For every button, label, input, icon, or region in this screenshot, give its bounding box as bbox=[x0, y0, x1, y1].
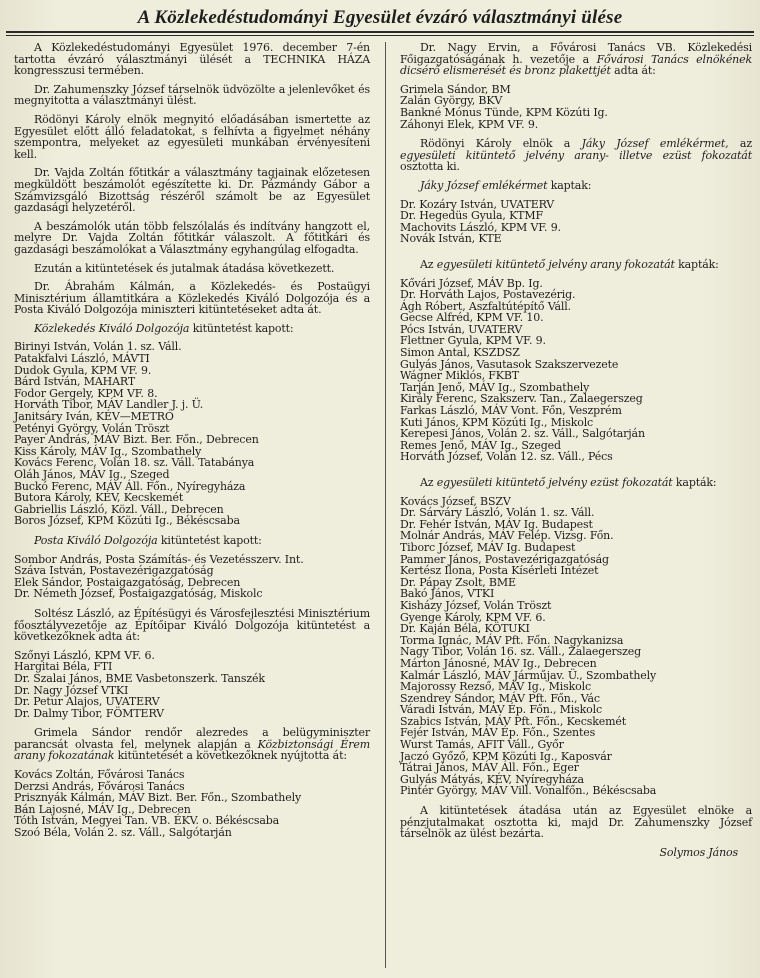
list-item: Tiborc József, MÁV Ig. Budapest bbox=[400, 540, 576, 554]
paragraph-report: Dr. Vajda Zoltán főtitkár a választmány tagjainak előzetesen megküldött beszámolót egészítette ki. Dr. Pázmándy Gábor a Számvizsgáló Bizottság részéről számolt be az Egyesület gazdasági helyzetéről. bbox=[14, 166, 370, 215]
list-item: Záhonyi Elek, KPM VF. 9. bbox=[400, 117, 539, 131]
paragraph-opening: A Közlekedéstudományi Egyesület 1976. december 7-én tartotta évzáró választmányi ülését a TECHNIKA HÁZA kongresszusi termében. bbox=[14, 41, 370, 78]
column-divider bbox=[385, 42, 386, 968]
list-item: Dr. Horváth Lajos, Postavezérig. bbox=[400, 288, 576, 302]
list-item: Jaczó Győző, KPM Közúti Ig., Kaposvár bbox=[400, 749, 612, 763]
list-item: Petényi György, Volán Tröszt bbox=[14, 421, 170, 435]
list-silver-badge bbox=[400, 496, 752, 797]
left-column bbox=[14, 42, 370, 847]
heading-transport-award: Közlekedés Kiváló Dolgozója kitüntetést kapott: bbox=[34, 321, 294, 335]
list-item: Nagy Tibor, Volán 16. sz. Váll., Zalaegerszeg bbox=[400, 645, 641, 659]
list-item: Tarján Jenő, MÁV Ig., Szombathely bbox=[400, 380, 590, 394]
list-item: Payer András, MÁV Bizt. Ber. Főn., Debrecen bbox=[14, 433, 259, 447]
heading-jaky-medal: Jáky József emlékérmet kaptak: bbox=[420, 178, 592, 192]
list-item: Bankné Mónus Tünde, KPM Közúti Ig. bbox=[400, 105, 608, 119]
list-item: Dr. Hegedüs Gyula, KTMF bbox=[400, 209, 543, 223]
list-item: Flettner Gyula, KPM VF. 9. bbox=[400, 334, 546, 348]
list-item: Gabriellis László, Közl. Váll., Debrecen bbox=[14, 502, 224, 516]
title-rule-thin bbox=[6, 35, 754, 36]
paragraph-ministry-awards: Dr. Ábrahám Kálmán, a Közlekedés- és Postaügyi Minisztérium államtitkára a Közlekedés Kiváló Dolgozója és a Posta Kiváló Dolgozója miniszteri kitüntetéseket adta át. bbox=[14, 280, 370, 317]
list-item: Gulyás János, Vasutasok Szakszervezete bbox=[400, 357, 619, 371]
list-item: Boros József, KPM Közúti Ig., Békéscsaba bbox=[14, 514, 240, 528]
list-security-medal bbox=[14, 769, 370, 839]
paragraph-city-council-award: Dr. Nagy Ervin, a Fővárosi Tanács VB. Közlekedési Főigazgatóságának h. vezetője a Fővárosi Tanács elnökének dicsérő elismerését és bronz plakettjét adta át: bbox=[400, 41, 752, 78]
list-item: Fejér István, MÁV Ép. Főn., Szentes bbox=[400, 726, 596, 740]
list-item: Dr. Fehér István, MÁV Ig. Budapest bbox=[400, 517, 593, 531]
paragraph-construction-award: Soltész László, az Építésügyi és Városfejlesztési Minisztérium főosztályvezetője az Építőipar Kiváló Dolgozója kitüntetést a következőknek adta át: bbox=[14, 606, 370, 644]
paragraph-discussion: A beszámolók után több felszólalás és indítvány hangzott el, melyre Dr. Vajda Zoltán főtitkár válaszolt. A főtitkári és gazdasági beszámolókat a Választmány egyhangúlag elfogadta. bbox=[14, 219, 370, 256]
list-item: Elek Sándor, Postaigazgatóság, Debrecen bbox=[14, 575, 241, 589]
list-item: Pócs István, UVATERV bbox=[400, 322, 523, 336]
list-item: Buckó Ferenc, MÁV Áll. Főn., Nyíregyháza bbox=[14, 479, 246, 493]
list-construction-award bbox=[14, 650, 370, 720]
paragraph-security-medal: Grimela Sándor rendőr alezredes a belügyminiszter parancsát olvasta fel, melynek alapján a Közbiztonsági Érem arany fokozatának kitüntetését a következőknek nyújtotta át: bbox=[14, 726, 370, 763]
list-item: Oláh János, MÁV Ig., Szeged bbox=[14, 468, 170, 481]
list-item: Dr. Dalmy Tibor, FÖMTERV bbox=[14, 706, 164, 720]
list-item: Ágh Róbert, Aszfaltútépítő Váll. bbox=[400, 299, 571, 313]
list-item: Bárd István, MAHART bbox=[14, 375, 136, 389]
list-item: Dudok Gyula, KPM VF. 9. bbox=[14, 363, 152, 377]
list-item: Janitsáry Iván, KÉV—METRÓ bbox=[14, 410, 174, 424]
list-item: Horváth József, Volán 12. sz. Váll., Pécs bbox=[400, 450, 613, 464]
list-item: Bán Lajosné, MÁV Ig., Debrecen bbox=[14, 802, 191, 816]
list-item: Kerepesi János, Volán 2. sz. Váll., Salgótarján bbox=[400, 427, 645, 441]
list-item: Kalmár László, MÁV Járműjav. Ü., Szombathely bbox=[400, 668, 657, 682]
list-item: Gecse Alfréd, KPM VF. 10. bbox=[400, 311, 544, 325]
list-item: Butora Károly, KÉV, Kecskemét bbox=[14, 491, 184, 505]
list-item: Zalán György, BKV bbox=[400, 94, 503, 108]
heading-silver-badge: Az egyesületi kitüntető jelvény ezüst fokozatát kapták: bbox=[420, 476, 717, 489]
list-item: Kiss Károly, MÁV Ig., Szombathely bbox=[14, 444, 202, 458]
list-item: Horváth Tibor, MÁV Landler J. j. Ü. bbox=[14, 398, 204, 412]
list-item: Kovács Zoltán, Fővárosi Tanács bbox=[14, 768, 185, 782]
list-item: Hargitai Béla, FTI bbox=[14, 660, 113, 674]
paragraph-awards-intro: Ezután a kitüntetések és jutalmak átadása következett. bbox=[34, 261, 335, 275]
list-post-award bbox=[14, 554, 370, 600]
list-item: Farkas László, MÁV Vont. Főn, Veszprém bbox=[400, 404, 622, 418]
list-item: Machovits László, KPM VF. 9. bbox=[400, 220, 561, 234]
list-item: Tóth István, Megyei Tan. VB. ÉKV. o. Békéscsaba bbox=[14, 814, 280, 828]
list-item: Kővári József, MÁV Bp. Ig. bbox=[400, 276, 543, 290]
list-city-council-award bbox=[400, 84, 752, 130]
list-gold-badge bbox=[400, 278, 752, 464]
list-item: Fodor Gergely, KPM VF. 8. bbox=[14, 386, 158, 400]
right-column bbox=[400, 42, 752, 858]
list-item: Szoó Béla, Volán 2. sz. Váll., Salgótarján bbox=[14, 826, 232, 840]
list-item: Kertész Ilona, Posta Kísérleti Intézet bbox=[400, 564, 599, 578]
list-item: Dr. Kaján Béla, KÖTUKI bbox=[400, 622, 530, 636]
list-item: Patakfalvi László, MÁVTI bbox=[14, 352, 150, 366]
list-item: Váradi István, MÁV Ép. Főn., Miskolc bbox=[400, 703, 603, 717]
title-rule bbox=[6, 31, 754, 33]
paragraph-greeting: Dr. Zahumenszky József társelnök üdvözölte a jelenlevőket és megnyitotta a választmányi ülést. bbox=[14, 82, 370, 108]
paragraph-closing: A kitüntetések átadása után az Egyesület elnöke a pénzjutalmakat osztotta ki, majd Dr. Zahumenszky József társelnök az ülést bezárta. bbox=[400, 804, 752, 841]
article-title: A Közlekedéstudományi Egyesület évzáró választmányi ülése bbox=[137, 7, 623, 28]
list-item: Bakó János, VTKI bbox=[400, 587, 495, 601]
list-item: Molnár András, MÁV Felép. Vizsg. Főn. bbox=[400, 529, 614, 543]
list-item: Simon Antal, KSZDSZ bbox=[400, 346, 520, 360]
list-item: Kovács Ferenc, Volán 18. sz. Váll. Tatabánya bbox=[14, 456, 255, 470]
list-item: Pintér György, MÁV Vill. Vonalfőn., Békéscsaba bbox=[400, 784, 657, 798]
list-item: Dr. Németh József, Postaigazgatóság, Miskolc bbox=[14, 587, 263, 601]
list-item: Remes Jenő, MÁV Ig., Szeged bbox=[400, 438, 561, 452]
list-item: Torma Ignác, MÁV Pft. Főn. Nagykanizsa bbox=[400, 633, 624, 647]
list-item: Majorossy Rezső, MÁV Ig., Miskolc bbox=[400, 680, 592, 694]
list-item: Dr. Szalai János, BME Vasbetonszerk. Tanszék bbox=[14, 671, 265, 685]
list-item: Wurst Tamás, AFIT Váll., Győr bbox=[400, 738, 564, 752]
list-item: Grimela Sándor, BM bbox=[400, 82, 511, 96]
heading-gold-badge: Az egyesületi kitüntető jelvény arany fokozatát kapták: bbox=[420, 257, 719, 271]
heading-post-award: Posta Kiváló Dolgozója kitüntetést kapott: bbox=[34, 533, 262, 547]
list-item: Szendrey Sándor, MÁV Pft. Főn., Vác bbox=[400, 691, 600, 705]
list-item: Szabics István, MÁV Pft. Főn., Kecskemét bbox=[400, 714, 626, 728]
list-item: Dr. Kozáry István, UVATERV bbox=[400, 197, 555, 211]
list-item: Kisházy József, Volán Tröszt bbox=[400, 598, 552, 612]
list-item: Novák István, KTE bbox=[400, 232, 502, 246]
list-item: Gulyás Mátyás, KÉV, Nyíregyháza bbox=[400, 772, 584, 786]
list-item: Sombor András, Posta Számítás- és Vezetésszerv. Int. bbox=[14, 552, 304, 566]
list-item: Márton Jánosné, MÁV Ig., Debrecen bbox=[400, 656, 597, 670]
list-item: Dr. Petur Alajos, UVATERV bbox=[14, 695, 160, 709]
list-item: Prisznyák Kálmán, MÁV Bizt. Ber. Főn., Szombathely bbox=[14, 791, 302, 805]
list-item: Kovács József, BSZV bbox=[400, 494, 511, 508]
list-item: Dr. Pápay Zsolt, BME bbox=[400, 575, 516, 589]
list-item: Derzsi András, Fővárosi Tanács bbox=[14, 779, 185, 793]
paragraph-society-awards: Rödönyi Károly elnök a Jáky József emlékérmet, az egyesületi kitüntető jelvény arany- illetve ezüst fokozatát osztotta ki. bbox=[400, 137, 752, 174]
list-item: Wágner Miklós, FKBT bbox=[400, 369, 519, 383]
list-transport-award bbox=[14, 341, 370, 527]
list-item: Gyenge Károly, KPM VF. 6. bbox=[400, 610, 546, 624]
list-item: Dr. Sárváry László, Volán 1. sz. Váll. bbox=[400, 506, 595, 520]
list-item: Birinyi István, Volán 1. sz. Váll. bbox=[14, 340, 182, 354]
author-signature: Solymos János bbox=[659, 845, 738, 859]
list-item: Király Ferenc, Szakszerv. Tan., Zalaegerszeg bbox=[400, 392, 643, 406]
list-item: Tátrai János, MÁV Áll. Főn., Eger bbox=[400, 761, 579, 775]
paragraph-president-speech: Rödönyi Károly elnök megnyitó előadásában ismertette az Egyesület előtt álló feladatokat, s felhívta a figyelmet néhány szempontra, melyeket az egyesületi munkában érvényesíteni kell. bbox=[14, 112, 370, 161]
list-item: Pammer János, Postavezérigazgatóság bbox=[400, 552, 609, 566]
list-jaky-medal bbox=[400, 199, 752, 245]
list-item: Kuti János, KPM Közúti Ig., Miskolc bbox=[400, 415, 594, 429]
list-item: Dr. Nagy József VTKI bbox=[14, 683, 129, 697]
list-item: Szőnyi László, KPM VF. 6. bbox=[14, 648, 155, 662]
list-item: Száva István, Postavezérigazgatóság bbox=[14, 564, 214, 578]
